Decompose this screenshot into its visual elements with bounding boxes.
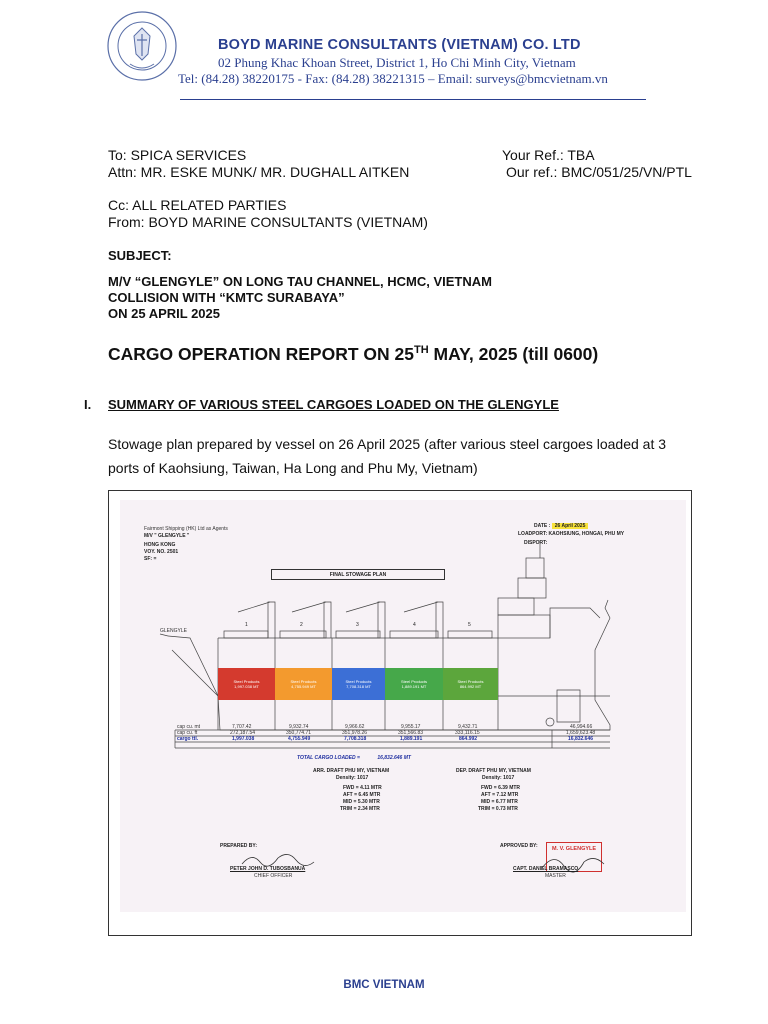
hold-1-number: 1 bbox=[245, 622, 248, 628]
row-label-cu-ft: cap cu. ft bbox=[177, 730, 198, 736]
arr-draft-aft: AFT = 6.45 MTR bbox=[343, 792, 381, 798]
total-dwt: 46,994.66 bbox=[570, 724, 593, 730]
hold-2-qty: 4,755.949 MT bbox=[291, 684, 316, 689]
approved-by-name: CAPT. DANIEL BRAMASCO bbox=[513, 866, 579, 872]
total-loaded-value: 16,832.646 MT bbox=[377, 755, 411, 761]
prepared-by-title: CHIEF OFFICER bbox=[254, 873, 293, 879]
hold-3-number: 3 bbox=[356, 622, 359, 628]
hold-5-cargo bbox=[443, 668, 498, 700]
total-cargo: 16,832.646 bbox=[568, 736, 594, 742]
hold-1-cargo bbox=[218, 668, 275, 700]
hold-5-cargo-total: 864.992 bbox=[459, 736, 478, 742]
subject-line-2: COLLISION WITH “KMTC SURABAYA” bbox=[108, 290, 345, 305]
approved-by-label: APPROVED BY: bbox=[500, 843, 538, 849]
total-cuft: 1,659,623.48 bbox=[566, 730, 596, 736]
plan-port: HONG KONG bbox=[144, 542, 176, 548]
letterhead-divider bbox=[180, 99, 646, 100]
company-address: 02 Phung Khac Khoan Street, District 1, Ho Chi Minh City, Vietnam bbox=[218, 55, 576, 70]
arr-draft-density: Density: 1017 bbox=[336, 775, 369, 781]
hold-5-qty: 864.992 MT bbox=[459, 684, 482, 689]
hold-4-cargo-total: 1,889.191 bbox=[400, 736, 423, 742]
hold-4-product: Steel Products bbox=[400, 679, 427, 684]
ship-name-label: GLENGYLE bbox=[160, 628, 187, 634]
hold-4-dwt: 9,955.17 bbox=[401, 724, 421, 730]
hold-3-cuft: 351,978.26 bbox=[342, 730, 368, 736]
row-label-cu-mt: cap cu. mt bbox=[177, 724, 201, 730]
hold-4-cargo bbox=[385, 668, 443, 700]
dep-draft-trim: TRIM = 0.73 MTR bbox=[478, 806, 518, 812]
company-logo bbox=[106, 10, 178, 82]
subject-label: SUBJECT: bbox=[108, 248, 172, 263]
your-reference: Your Ref.: TBA bbox=[502, 147, 595, 163]
plan-loadport: LOADPORT: KAOHSIUNG, HONGAI, PHU MY bbox=[518, 531, 625, 537]
hold-5-cuft: 333,116.15 bbox=[455, 730, 480, 736]
subject-line-1: M/V “GLENGYLE” ON LONG TAU CHANNEL, HCMC, VIETNAM bbox=[108, 274, 492, 289]
arr-draft-title: ARR. DRAFT PHU MY, VIETNAM bbox=[313, 768, 390, 774]
plan-agent: Fairmont Shipping (HK) Ltd as Agents bbox=[144, 526, 228, 532]
hold-2-number: 2 bbox=[300, 622, 303, 628]
hold-2-cargo-total: 4,755.949 bbox=[288, 736, 311, 742]
recipient-to: To: SPICA SERVICES bbox=[108, 147, 247, 163]
hold-5-product: Steel Products bbox=[457, 679, 484, 684]
hold-3-product: Steel Products bbox=[345, 679, 372, 684]
hold-2-product: Steel Products bbox=[290, 679, 317, 684]
hold-2-cuft: 350,774.71 bbox=[286, 730, 312, 736]
cc-line: Cc: ALL RELATED PARTIES bbox=[108, 197, 287, 213]
company-name: BOYD MARINE CONSULTANTS (VIETNAM) CO. LTD bbox=[218, 37, 581, 53]
hold-2-dwt: 9,932.74 bbox=[289, 724, 309, 730]
report-title-prefix: CARGO OPERATION REPORT ON 25 bbox=[108, 344, 414, 364]
approved-by-title: MASTER bbox=[545, 873, 566, 879]
hold-1-cargo-total: 1,997.038 bbox=[232, 736, 255, 742]
prepared-by-label: PREPARED BY: bbox=[220, 843, 258, 849]
plan-sf: SF: = bbox=[144, 556, 157, 562]
report-title-suffix: MAY, 2025 (till 0600) bbox=[428, 344, 599, 364]
total-loaded bbox=[297, 755, 411, 761]
hold-4-number: 4 bbox=[413, 622, 416, 628]
plan-voyage: VOY. NO. 2501 bbox=[144, 549, 179, 555]
company-contact: Tel: (84.28) 38220175 - Fax: (84.28) 38221315 – Email: surveys@bmcvietnam.vn bbox=[178, 71, 608, 86]
hold-1-dwt: 7,707.42 bbox=[232, 724, 252, 730]
hold-5-number: 5 bbox=[468, 622, 471, 628]
plan-title: FINAL STOWAGE PLAN bbox=[329, 571, 387, 578]
plan-vessel: M/V " GLENGYLE " bbox=[144, 533, 190, 539]
prepared-by-name: PETER JOHN D. TUBOSBANUA bbox=[230, 866, 306, 872]
hold-3-qty: 7,708.318 MT bbox=[346, 684, 371, 689]
subject-line-3: ON 25 APRIL 2025 bbox=[108, 306, 220, 321]
our-reference: Our ref.: BMC/051/25/VN/PTL bbox=[506, 164, 692, 180]
row-label-cargo: cargo ttl. bbox=[177, 736, 199, 742]
hold-4-qty: 1,889.191 MT bbox=[401, 684, 427, 689]
recipient-attn: Attn: MR. ESKE MUNK/ MR. DUGHALL AITKEN bbox=[108, 164, 410, 180]
section-paragraph: Stowage plan prepared by vessel on 26 April 2025 (after various steel cargoes loaded at 3 ports of Kaohsiung, Taiwan, Ha Long and Phu My, Vietnam) bbox=[108, 436, 667, 476]
report-title-sup: TH bbox=[413, 344, 429, 357]
hold-2-cargo bbox=[275, 668, 332, 700]
hold-1-cuft: 272,187.54 bbox=[230, 730, 256, 736]
dep-draft-density: Density: 1017 bbox=[482, 775, 515, 781]
dep-draft-fwd: FWD = 6.39 MTR bbox=[481, 785, 521, 791]
plan-date-label: DATE : bbox=[534, 523, 551, 529]
hold-5-dwt: 9,432.71 bbox=[458, 724, 478, 730]
plan-disport: DISPORT: bbox=[524, 540, 548, 546]
dep-draft-mid: MID = 6.77 MTR bbox=[481, 799, 518, 805]
section-number: I. bbox=[84, 397, 92, 412]
hold-1-product: Steel Products bbox=[233, 679, 260, 684]
report-title bbox=[108, 344, 598, 365]
plan-date-value: 26 April 2025 bbox=[552, 523, 589, 529]
dep-draft-aft: AFT = 7.12 MTR bbox=[481, 792, 519, 798]
hold-3-cargo-total: 7,708.318 bbox=[344, 736, 367, 742]
section-title: SUMMARY OF VARIOUS STEEL CARGOES LOADED ON THE GLENGYLE bbox=[108, 397, 559, 412]
hold-3-dwt: 9,966.62 bbox=[345, 724, 365, 730]
page-footer: BMC VIETNAM bbox=[343, 979, 425, 991]
hold-3-cargo bbox=[332, 668, 385, 700]
dep-draft-title: DEP. DRAFT PHU MY, VIETNAM bbox=[456, 768, 531, 774]
hold-1-qty: 1,997.038 MT bbox=[234, 684, 259, 689]
arr-draft-trim: TRIM = 2.34 MTR bbox=[340, 806, 380, 812]
total-loaded-label: TOTAL CARGO LOADED = bbox=[297, 755, 360, 761]
hold-4-cuft: 351,566.83 bbox=[398, 730, 424, 736]
ship-stamp-text: M. V. GLENGYLE bbox=[551, 846, 597, 852]
from-line: From: BOYD MARINE CONSULTANTS (VIETNAM) bbox=[108, 214, 428, 230]
arr-draft-mid: MID = 5.30 MTR bbox=[343, 799, 380, 805]
arr-draft-fwd: FWD = 4.11 MTR bbox=[343, 785, 382, 791]
